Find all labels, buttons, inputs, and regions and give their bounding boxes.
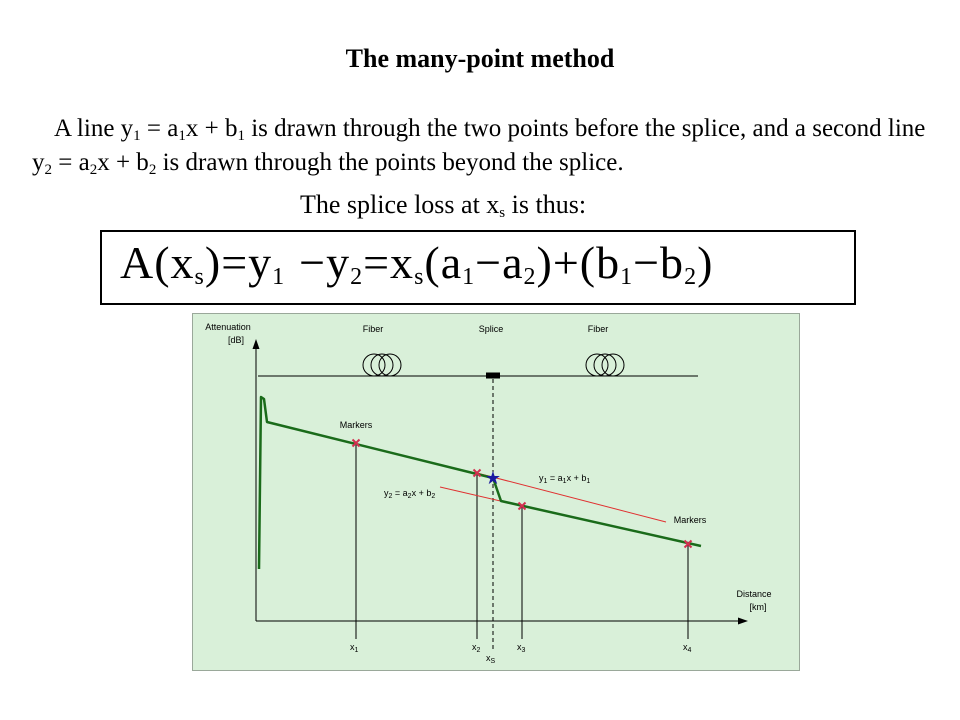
para-text: is drawn through the points beyond the splice.: [156, 149, 624, 176]
splice-point-star-icon: ★: [484, 468, 502, 488]
slide-title: The many-point method: [345, 44, 615, 73]
x2-label: $x_2$: [472, 642, 481, 654]
x-axis-label: Distance [km]: [736, 589, 772, 612]
formula-part: −b: [633, 237, 685, 288]
equation-y2: $y_2 = a_2x + b_2$: [384, 488, 436, 500]
formula-part: )+(b: [536, 237, 621, 288]
formula-sub: 2: [684, 264, 698, 290]
formula-sub: 2: [523, 264, 537, 290]
para-sub: 2: [148, 162, 157, 178]
formula-part: )=y: [204, 237, 273, 288]
x4-label: $x_4$: [683, 642, 692, 654]
fiber-left-label: Fiber: [362, 324, 384, 334]
para-sub: 2: [89, 162, 98, 178]
formula-sub: s: [414, 264, 425, 290]
formula-part: ): [697, 237, 714, 288]
x1-label: $x_1$: [350, 642, 359, 654]
formula-part: =x: [363, 237, 415, 288]
para-text: x + b: [97, 149, 149, 176]
para-text: x + b: [185, 115, 238, 142]
formula-sub: 2: [350, 264, 364, 290]
para-text: = a: [52, 149, 90, 176]
diagram-background: [193, 314, 800, 671]
formula-sub: 1: [462, 264, 476, 290]
formula-sub: 1: [620, 264, 634, 290]
splice-loss-intro: [300, 190, 586, 220]
para-text: is drawn through the two points before the splice, and a second line y: [32, 115, 926, 176]
description-paragraph: [32, 112, 937, 180]
loss-sub: s: [499, 205, 506, 221]
fiber-right-label: Fiber: [587, 324, 609, 334]
formula-box: [100, 230, 856, 305]
para-sub: 2: [44, 162, 52, 178]
equation-y1: $y_1 = a_1x + b_1$: [539, 473, 591, 485]
loss-text: is thus:: [505, 190, 587, 219]
formula-part: −y: [299, 237, 351, 288]
splice-block: [486, 373, 500, 379]
xs-label: $x_S$: [486, 653, 496, 665]
para-text: = a: [140, 115, 179, 142]
y-axis-label: Attenuation [dB]: [205, 322, 251, 345]
formula-sub: 1: [272, 264, 286, 290]
splice-label: Splice: [478, 324, 504, 334]
markers-left-label: Markers: [339, 420, 373, 430]
formula-sub: s: [194, 264, 205, 290]
x3-label: $x_3$: [517, 642, 526, 654]
otdr-trace-diagram: [192, 313, 800, 671]
para-text: A line y: [54, 115, 134, 142]
para-sub: 1: [178, 128, 186, 144]
para-sub: 1: [133, 128, 141, 144]
formula-part: A(x: [120, 237, 195, 288]
markers-right-label: Markers: [673, 515, 707, 525]
splice-loss-formula: [120, 236, 713, 289]
loss-text: The splice loss at x: [300, 190, 500, 219]
para-sub: 1: [237, 128, 245, 144]
formula-part: (a: [424, 237, 463, 288]
formula-part: −a: [475, 237, 524, 288]
